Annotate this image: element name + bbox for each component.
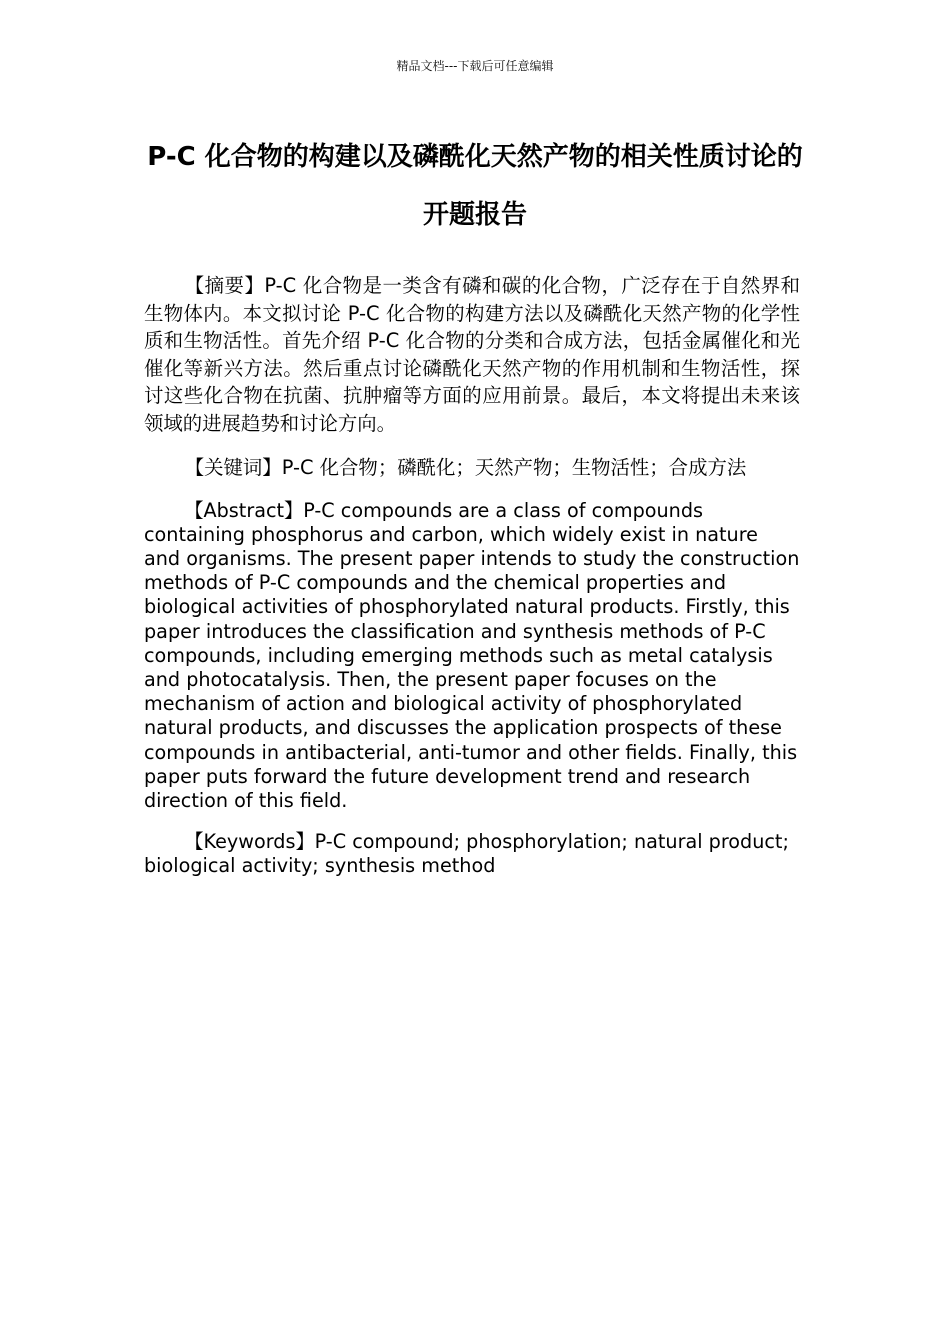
document-body [144, 272, 800, 896]
keywords-en-label: 【Keywords】 [184, 830, 315, 854]
keywords-cn-label: 【关键词】 [184, 456, 282, 479]
abstract-cn-paragraph [144, 272, 800, 437]
abstract-en-label: 【Abstract】 [184, 498, 304, 522]
abstract-cn-text: P-C 化合物是一类含有磷和碳的化合物，广泛存在于自然界和生物体内。本文拟讨论 P-C 化合物的构建方法以及磷酰化天然产物的化学性质和生物活性。首先介绍 P-C 化合物的分类和合成方法，包括金属催化和光催化等新兴方法。然后重点讨论磷酰化天然产物的作用机制和生物活性，探讨这些化合物在抗菌、抗肿瘤等方面的应用前景。最后，本文将提出未来该领域的进展趋势和讨论方向。 [144, 274, 801, 435]
abstract-en-text: P-C compounds are a class of compounds containing phosphorus and carbon, which widely exist in nature and organisms. The present paper intends to study the construction methods of P-C compounds and the chemical properties and biological activities of phosphorylated natural products. Firstly, this paper introduces the classification and synthesis methods of P-C compounds, including emerging methods such as metal catalysis and photocatalysis. Then, the present paper focuses on the mechanism of action and biological activity of phosphorylated natural products, and discusses the application prospects of these compounds in antibacterial, anti-tumor and other fields. Finally, this paper puts forward the future development trend and research direction of this field. [144, 498, 800, 812]
document-title: P-C 化合物的构建以及磷酰化天然产物的相关性质讨论的开题报告 [147, 142, 803, 230]
abstract-cn-label: 【摘要】 [184, 274, 265, 297]
abstract-en-paragraph [144, 499, 800, 814]
page-header-note: 精品文档---下载后可任意编辑 [396, 59, 554, 73]
keywords-en-paragraph [144, 830, 800, 878]
keywords-cn-text: P-C 化合物；磷酰化；天然产物；生物活性；合成方法 [281, 456, 747, 479]
keywords-en-text: P-C compound; phosphorylation; natural product; biological activity; synthesis method [144, 830, 789, 878]
keywords-cn-paragraph [144, 454, 800, 482]
